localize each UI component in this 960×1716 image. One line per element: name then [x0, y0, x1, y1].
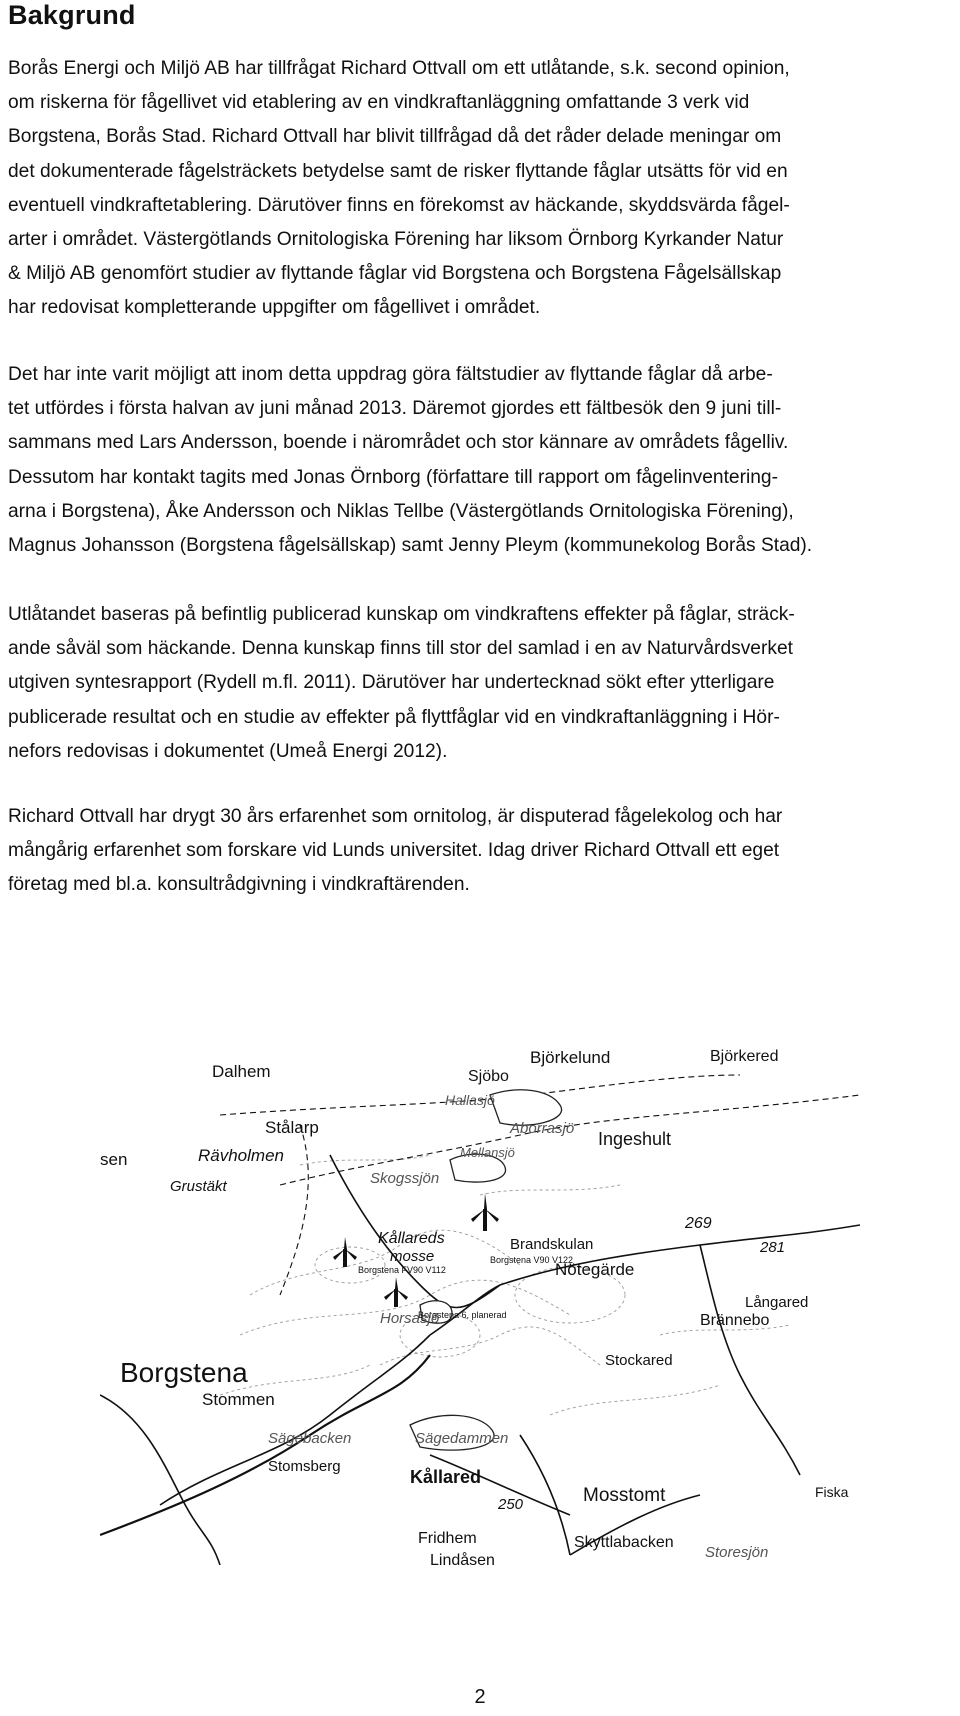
- map-label: Sägedammen: [415, 1430, 509, 1447]
- text-line: mångårig erfarenhet som forskare vid Lunds universitet. Idag driver Richard Ottvall ett eget: [8, 840, 780, 862]
- text-line: & Miljö AB genomfört studier av flyttande fåglar vid Borgstena och Borgstena Fågelsällskap: [8, 263, 782, 285]
- map-label: Borgstena V90 V122: [490, 1255, 574, 1265]
- map-label: Borgstena: [120, 1357, 248, 1388]
- text-line: företag med bl.a. konsultrådgivning i vindkraftärenden.: [8, 874, 470, 896]
- wind-turbine-icon: [333, 1237, 357, 1267]
- map-label: Långared: [745, 1294, 809, 1311]
- map-label: Björkered: [710, 1048, 779, 1065]
- map-label: Skogssjön: [370, 1170, 440, 1187]
- map-label: Nötegärde: [555, 1260, 635, 1279]
- map-label: Mosstomt: [583, 1485, 666, 1506]
- map-label: Storesjön: [705, 1544, 769, 1561]
- contour-lines: [220, 1155, 790, 1415]
- map-label: Sjöbo: [468, 1068, 509, 1085]
- map-label: Lindåsen: [430, 1552, 495, 1565]
- text-line: arna i Borgstena), Åke Andersson och Niklas Tellbe (Västergötlands Ornitologiska Förening),: [8, 500, 794, 522]
- map-label: sen: [100, 1150, 128, 1169]
- text-line: nefors redovisas i dokumentet (Umeå Energi 2012).: [8, 740, 448, 762]
- map-label: Mellansjö: [460, 1145, 515, 1160]
- paragraph-basis: [8, 598, 952, 769]
- text-line: eventuell vindkraftetablering. Därutöver finns en förekomst av häckande, skyddsvärda fågel-: [8, 194, 790, 216]
- text-line: om riskerna för fågellivet vid etablering av en vindkraftanläggning omfattande 3 verk vid: [8, 92, 750, 114]
- map-labels: [100, 1048, 849, 1565]
- map-label: 250: [498, 1496, 524, 1513]
- map-label: Stommen: [202, 1390, 275, 1409]
- paragraph-author: [8, 800, 952, 903]
- text-line: Dessutom har kontakt tagits med Jonas Örnborg (författare till rapport om fågelinventering-: [8, 466, 778, 488]
- paragraph-background: [8, 52, 952, 326]
- text-line: Magnus Johansson (Borgstena fågelsällskap) samt Jenny Pleym (kommunekolog Borås Stad).: [8, 535, 813, 557]
- text-line: ande såväl som häckande. Denna kunskap finns till stor del samlad i en av Naturvårdsverket: [8, 638, 793, 660]
- wind-turbine-icon: [471, 1193, 499, 1231]
- map-label: Hallasjö: [445, 1092, 495, 1108]
- map-label: Stomsberg: [268, 1458, 341, 1475]
- map-label: Kållared: [410, 1467, 482, 1487]
- map-label: Brandskulan: [510, 1236, 594, 1253]
- map-label: Aborrasjö: [510, 1120, 575, 1137]
- map-label: Fridhem: [418, 1530, 477, 1547]
- text-line: Det har inte varit möjligt att inom detta uppdrag göra fältstudier av flyttande fåglar då arbe-: [8, 364, 773, 385]
- map-label: Stålarp: [265, 1118, 319, 1137]
- text-line: har redovisat kompletterande uppgifter om fågellivet i området.: [8, 297, 541, 319]
- text-line: Borgstena, Borås Stad. Richard Ottvall har blivit tillfrågad då det råder delade meningar om: [8, 126, 782, 148]
- text-line: publicerade resultat och en studie av effekter på flyttfåglar vid en vindkraftanläggning i Hör-: [8, 706, 780, 728]
- text-line: Borås Energi och Miljö AB har tillfrågat Richard Ottvall om ett utlåtande, s.k. second opinion,: [8, 58, 790, 79]
- map-label: 269: [685, 1215, 712, 1232]
- map-label: Stockared: [605, 1352, 673, 1369]
- map-label: Fiska: [815, 1484, 849, 1500]
- section-heading: Bakgrund: [8, 0, 136, 30]
- wind-turbine-icon: [384, 1277, 408, 1307]
- map-label: Björkelund: [530, 1048, 611, 1067]
- map-label: Horsasjö: [380, 1310, 440, 1327]
- map-label: Ingeshult: [598, 1129, 672, 1149]
- map-label: Dalhem: [212, 1062, 271, 1081]
- map-label: Skyttlabacken: [574, 1534, 674, 1551]
- map-label: Brännebo: [700, 1312, 770, 1329]
- text-line: utgiven syntesrapport (Rydell m.fl. 2011). Därutöver har undertecknad sökt efter ytterligare: [8, 672, 775, 694]
- map-label: 281: [760, 1239, 786, 1256]
- map-label: Sägebacken: [268, 1430, 352, 1447]
- text-line: tet utfördes i första halvan av juni månad 2013. Däremot gjordes ett fältbesök den 9 juni till-: [8, 398, 782, 420]
- text-line: Utlåtandet baseras på befintlig publicerad kunskap om vindkraftens effekter på fåglar, sträck-: [8, 604, 795, 625]
- text-line: Richard Ottvall har drygt 30 års erfarenhet som ornitolog, är disputerad fågelekolog och har: [8, 806, 783, 827]
- map-label: Grustäkt: [170, 1178, 227, 1195]
- text-line: det dokumenterade fågelsträckets betydelse samt de risker flyttande fåglar utsätts för vid en: [8, 160, 788, 182]
- map-label: Borgstena 6, planerad: [418, 1310, 507, 1320]
- map-label: Borgstena FV90 V112: [358, 1265, 446, 1275]
- area-map: [100, 1035, 860, 1565]
- text-line: sammans med Lars Andersson, boende i närområdet och stor kännare av områdets fågelliv.: [8, 432, 789, 454]
- text-line: arter i området. Västergötlands Ornitologiska Förening har liksom Örnborg Kyrkander Natur: [8, 229, 784, 251]
- map-label: Kållareds: [378, 1230, 445, 1247]
- paragraph-method: [8, 358, 952, 563]
- map-label: mosse: [390, 1248, 435, 1265]
- page-number: 2: [474, 1686, 486, 1708]
- map-label: Rävholmen: [198, 1146, 284, 1165]
